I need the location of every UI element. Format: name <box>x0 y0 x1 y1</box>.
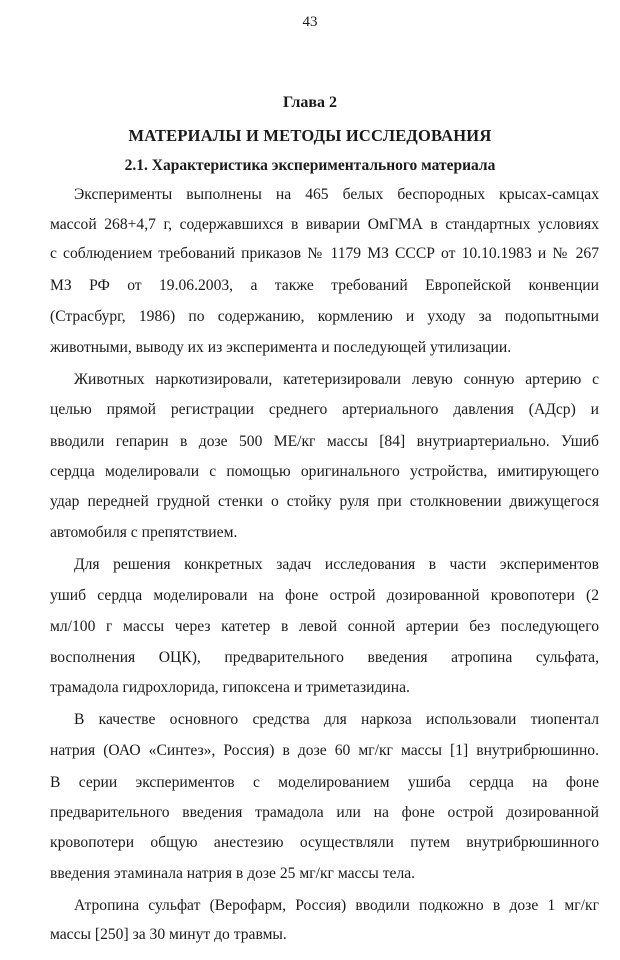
body-line: автомобиля с препятствием. <box>50 524 238 541</box>
body-line: восполнения ОЦК), предварительного введения атропина сульфата, <box>50 649 599 666</box>
body-line: (Страсбург, 1986) по содержанию, кормлению и уходу за подопытными <box>50 308 599 325</box>
body-line: массой 268+4,7 г, содержавшихся в виварии ОмГМА в стандартных условиях <box>50 216 599 233</box>
body-line: Для решения конкретных задач исследования в части экспериментов <box>74 556 599 573</box>
body-line: удар передней грудной стенки о стойку руля при столкновении движущегося <box>50 493 599 510</box>
body-line: Эксперименты выполнены на 465 белых беспородных крысах-самцах <box>74 186 599 203</box>
body-line: Атропина сульфат (Верофарм, Россия) вводили подкожно в дозе 1 мг/кг <box>74 897 599 914</box>
section-title: 2.1. Характеристика экспериментального материала <box>124 157 496 174</box>
page-number: 43 <box>302 14 318 30</box>
body-line: трамадола гидрохлорида, гипоксена и триметазидина. <box>50 679 410 696</box>
body-line: целью прямой регистрации среднего артериального давления (АДср) и <box>50 401 599 418</box>
body-line: предварительного введения трамадола или на фоне острой дозированной <box>50 804 599 821</box>
body-line: животными, выводу их из эксперимента и последующей утилизации. <box>50 339 512 356</box>
chapter-title: МАТЕРИАЛЫ И МЕТОДЫ ИССЛЕДОВАНИЯ <box>128 126 492 145</box>
body-line: введения этаминала натрия в дозе 25 мг/кг массы тела. <box>50 865 416 882</box>
body-line: с соблюдением требований приказов № 1179 МЗ СССР от 10.10.1983 и № 267 <box>50 245 599 262</box>
body-line: массы [250] за 30 минут до травмы. <box>50 926 287 943</box>
body-line: мл/100 г массы через катетер в левой сонной артерии без последующего <box>50 618 599 635</box>
body-line: В качестве основного средства для наркоза использовали тиопентал <box>74 711 599 728</box>
body-line: ушиб сердца моделировали на фоне острой дозированной кровопотери (2 <box>50 587 599 604</box>
body-line: кровопотери общую анестезию осуществляли путем внутрибрюшинного <box>50 834 599 851</box>
body-line: В серии экспериментов с моделированием ушиба сердца на фоне <box>50 774 599 791</box>
body-line: натрия (ОАО «Синтез», Россия) в дозе 60 мг/кг массы [1] внутрибрюшинно. <box>50 742 599 759</box>
chapter-heading: Глава 2 <box>283 94 337 111</box>
body-line: Животных наркотизировали, катетеризировали левую сонную артерию с <box>74 371 599 388</box>
body-line: вводили гепарин в дозе 500 МЕ/кг массы [84] внутриартериально. Ушиб <box>50 433 599 450</box>
body-line: МЗ РФ от 19.06.2003, а также требований Европейской конвенции <box>50 277 599 294</box>
body-line: сердца моделировали с помощью оригинального устройства, имитирующего <box>50 463 599 480</box>
